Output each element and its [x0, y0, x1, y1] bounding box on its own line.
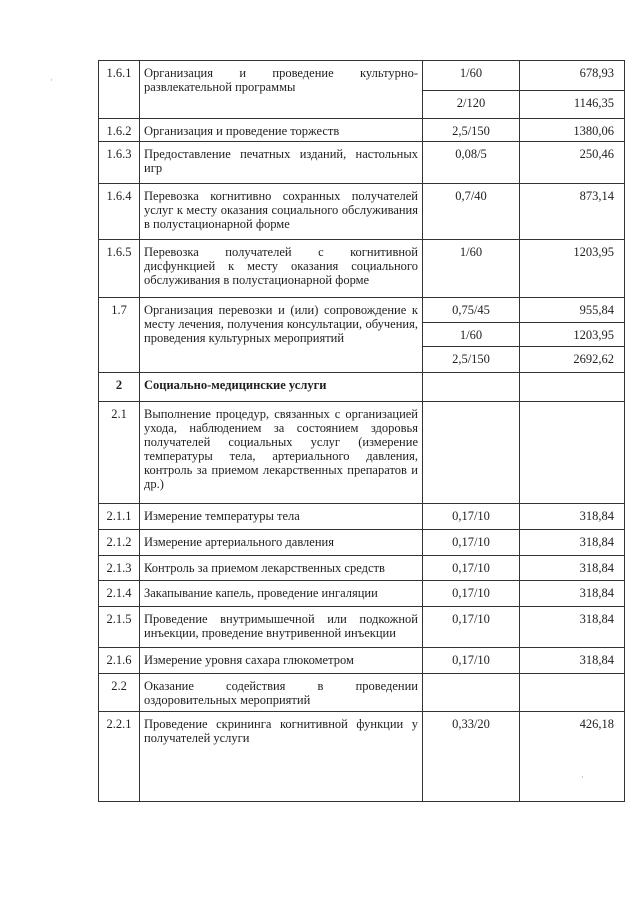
row-norm: 0,17/10	[423, 556, 520, 581]
table-row	[99, 581, 625, 607]
row-norm	[423, 674, 520, 712]
row-description: Оказание содействия в проведении оздоровительных мероприятий	[140, 674, 423, 712]
row-number: 2.1.3	[99, 556, 140, 581]
row-price: 1380,06	[520, 119, 625, 142]
row-norm: 2,5/150	[423, 119, 520, 142]
row-price: 678,93	[520, 61, 625, 91]
table-row	[99, 298, 625, 323]
row-description: Выполнение процедур, связанных с организацией ухода, наблюдением за состоянием здоровья получателей социальных услуг (измерение температуры тела, артериального давления, контроль за приемом лекарственных препаратов и др.)	[140, 402, 423, 504]
row-norm: 0,7/40	[423, 184, 520, 240]
row-price: 1203,95	[520, 240, 625, 298]
row-norm: 0,17/10	[423, 607, 520, 648]
table-row	[99, 184, 625, 240]
row-price: 318,84	[520, 556, 625, 581]
row-description: Организация перевозки и (или) сопровождение к месту лечения, получения консультации, обучения, проведения культурных мероприятий	[140, 298, 423, 373]
row-price: 955,84	[520, 298, 625, 323]
row-description: Предоставление печатных изданий, настольных игр	[140, 142, 423, 184]
row-description: Проведение скрининга когнитивной функции у получателей услуги	[140, 712, 423, 802]
row-description: Проведение внутримышечной или подкожной инъекции, проведение внутривенной инъекции	[140, 607, 423, 648]
row-norm: 0,33/20	[423, 712, 520, 802]
row-norm: 0,08/5	[423, 142, 520, 184]
section-number: 2	[99, 373, 140, 402]
row-description: Измерение температуры тела	[140, 504, 423, 530]
section-title: Социально-медицинские услуги	[140, 373, 423, 402]
row-price: 318,84	[520, 648, 625, 674]
row-norm	[423, 402, 520, 504]
scan-speck: ·	[581, 773, 584, 783]
table-row	[99, 119, 625, 142]
row-price: 2692,62	[520, 347, 625, 373]
row-description: Перевозка когнитивно сохранных получателей услуг к месту оказания социального обслуживания в полустационарной форме	[140, 184, 423, 240]
row-norm: 0,75/45	[423, 298, 520, 323]
row-number: 2.1.5	[99, 607, 140, 648]
row-price	[520, 674, 625, 712]
table-row	[99, 674, 625, 712]
row-norm: 1/60	[423, 323, 520, 347]
row-price	[520, 373, 625, 402]
row-price: 426,18	[520, 712, 625, 802]
row-description: Закапывание капель, проведение ингаляции	[140, 581, 423, 607]
table-row	[99, 240, 625, 298]
row-description: Измерение уровня сахара глюкометром	[140, 648, 423, 674]
row-number: 2.2	[99, 674, 140, 712]
table-row	[99, 373, 625, 402]
row-number: 1.6.4	[99, 184, 140, 240]
table-row	[99, 61, 625, 91]
row-number: 2.1.4	[99, 581, 140, 607]
row-description: Перевозка получателей с когнитивной дисфункцией к месту оказания социального обслуживания в полустационарной форме	[140, 240, 423, 298]
services-table	[98, 60, 625, 802]
row-norm	[423, 373, 520, 402]
row-number: 2.2.1	[99, 712, 140, 802]
row-price: 250,46	[520, 142, 625, 184]
row-number: 2.1.6	[99, 648, 140, 674]
scan-speck: ·	[50, 76, 53, 86]
row-number: 1.6.5	[99, 240, 140, 298]
row-norm: 0,17/10	[423, 648, 520, 674]
row-number: 1.6.3	[99, 142, 140, 184]
row-norm: 1/60	[423, 61, 520, 91]
row-description: Организация и проведение культурно-развлекательной программы	[140, 61, 423, 119]
table-row	[99, 607, 625, 648]
row-description: Организация и проведение торжеств	[140, 119, 423, 142]
row-price: 318,84	[520, 530, 625, 556]
row-description: Измерение артериального давления	[140, 530, 423, 556]
row-price: 318,84	[520, 581, 625, 607]
row-norm: 0,17/10	[423, 504, 520, 530]
table-row	[99, 504, 625, 530]
table-row	[99, 402, 625, 504]
row-price: 1146,35	[520, 91, 625, 119]
row-norm: 0,17/10	[423, 530, 520, 556]
table-row	[99, 142, 625, 184]
row-price: 1203,95	[520, 323, 625, 347]
table-row	[99, 530, 625, 556]
row-number: 2.1.1	[99, 504, 140, 530]
row-number: 2.1.2	[99, 530, 140, 556]
row-price: 873,14	[520, 184, 625, 240]
row-number: 1.7	[99, 298, 140, 373]
row-norm: 1/60	[423, 240, 520, 298]
row-norm: 2/120	[423, 91, 520, 119]
row-number: 1.6.1	[99, 61, 140, 119]
row-price	[520, 402, 625, 504]
row-price: 318,84	[520, 607, 625, 648]
table-row	[99, 648, 625, 674]
table-row	[99, 556, 625, 581]
row-norm: 0,17/10	[423, 581, 520, 607]
row-price: 318,84	[520, 504, 625, 530]
table-row	[99, 712, 625, 802]
row-number: 2.1	[99, 402, 140, 504]
row-number: 1.6.2	[99, 119, 140, 142]
row-description: Контроль за приемом лекарственных средств	[140, 556, 423, 581]
row-norm: 2,5/150	[423, 347, 520, 373]
